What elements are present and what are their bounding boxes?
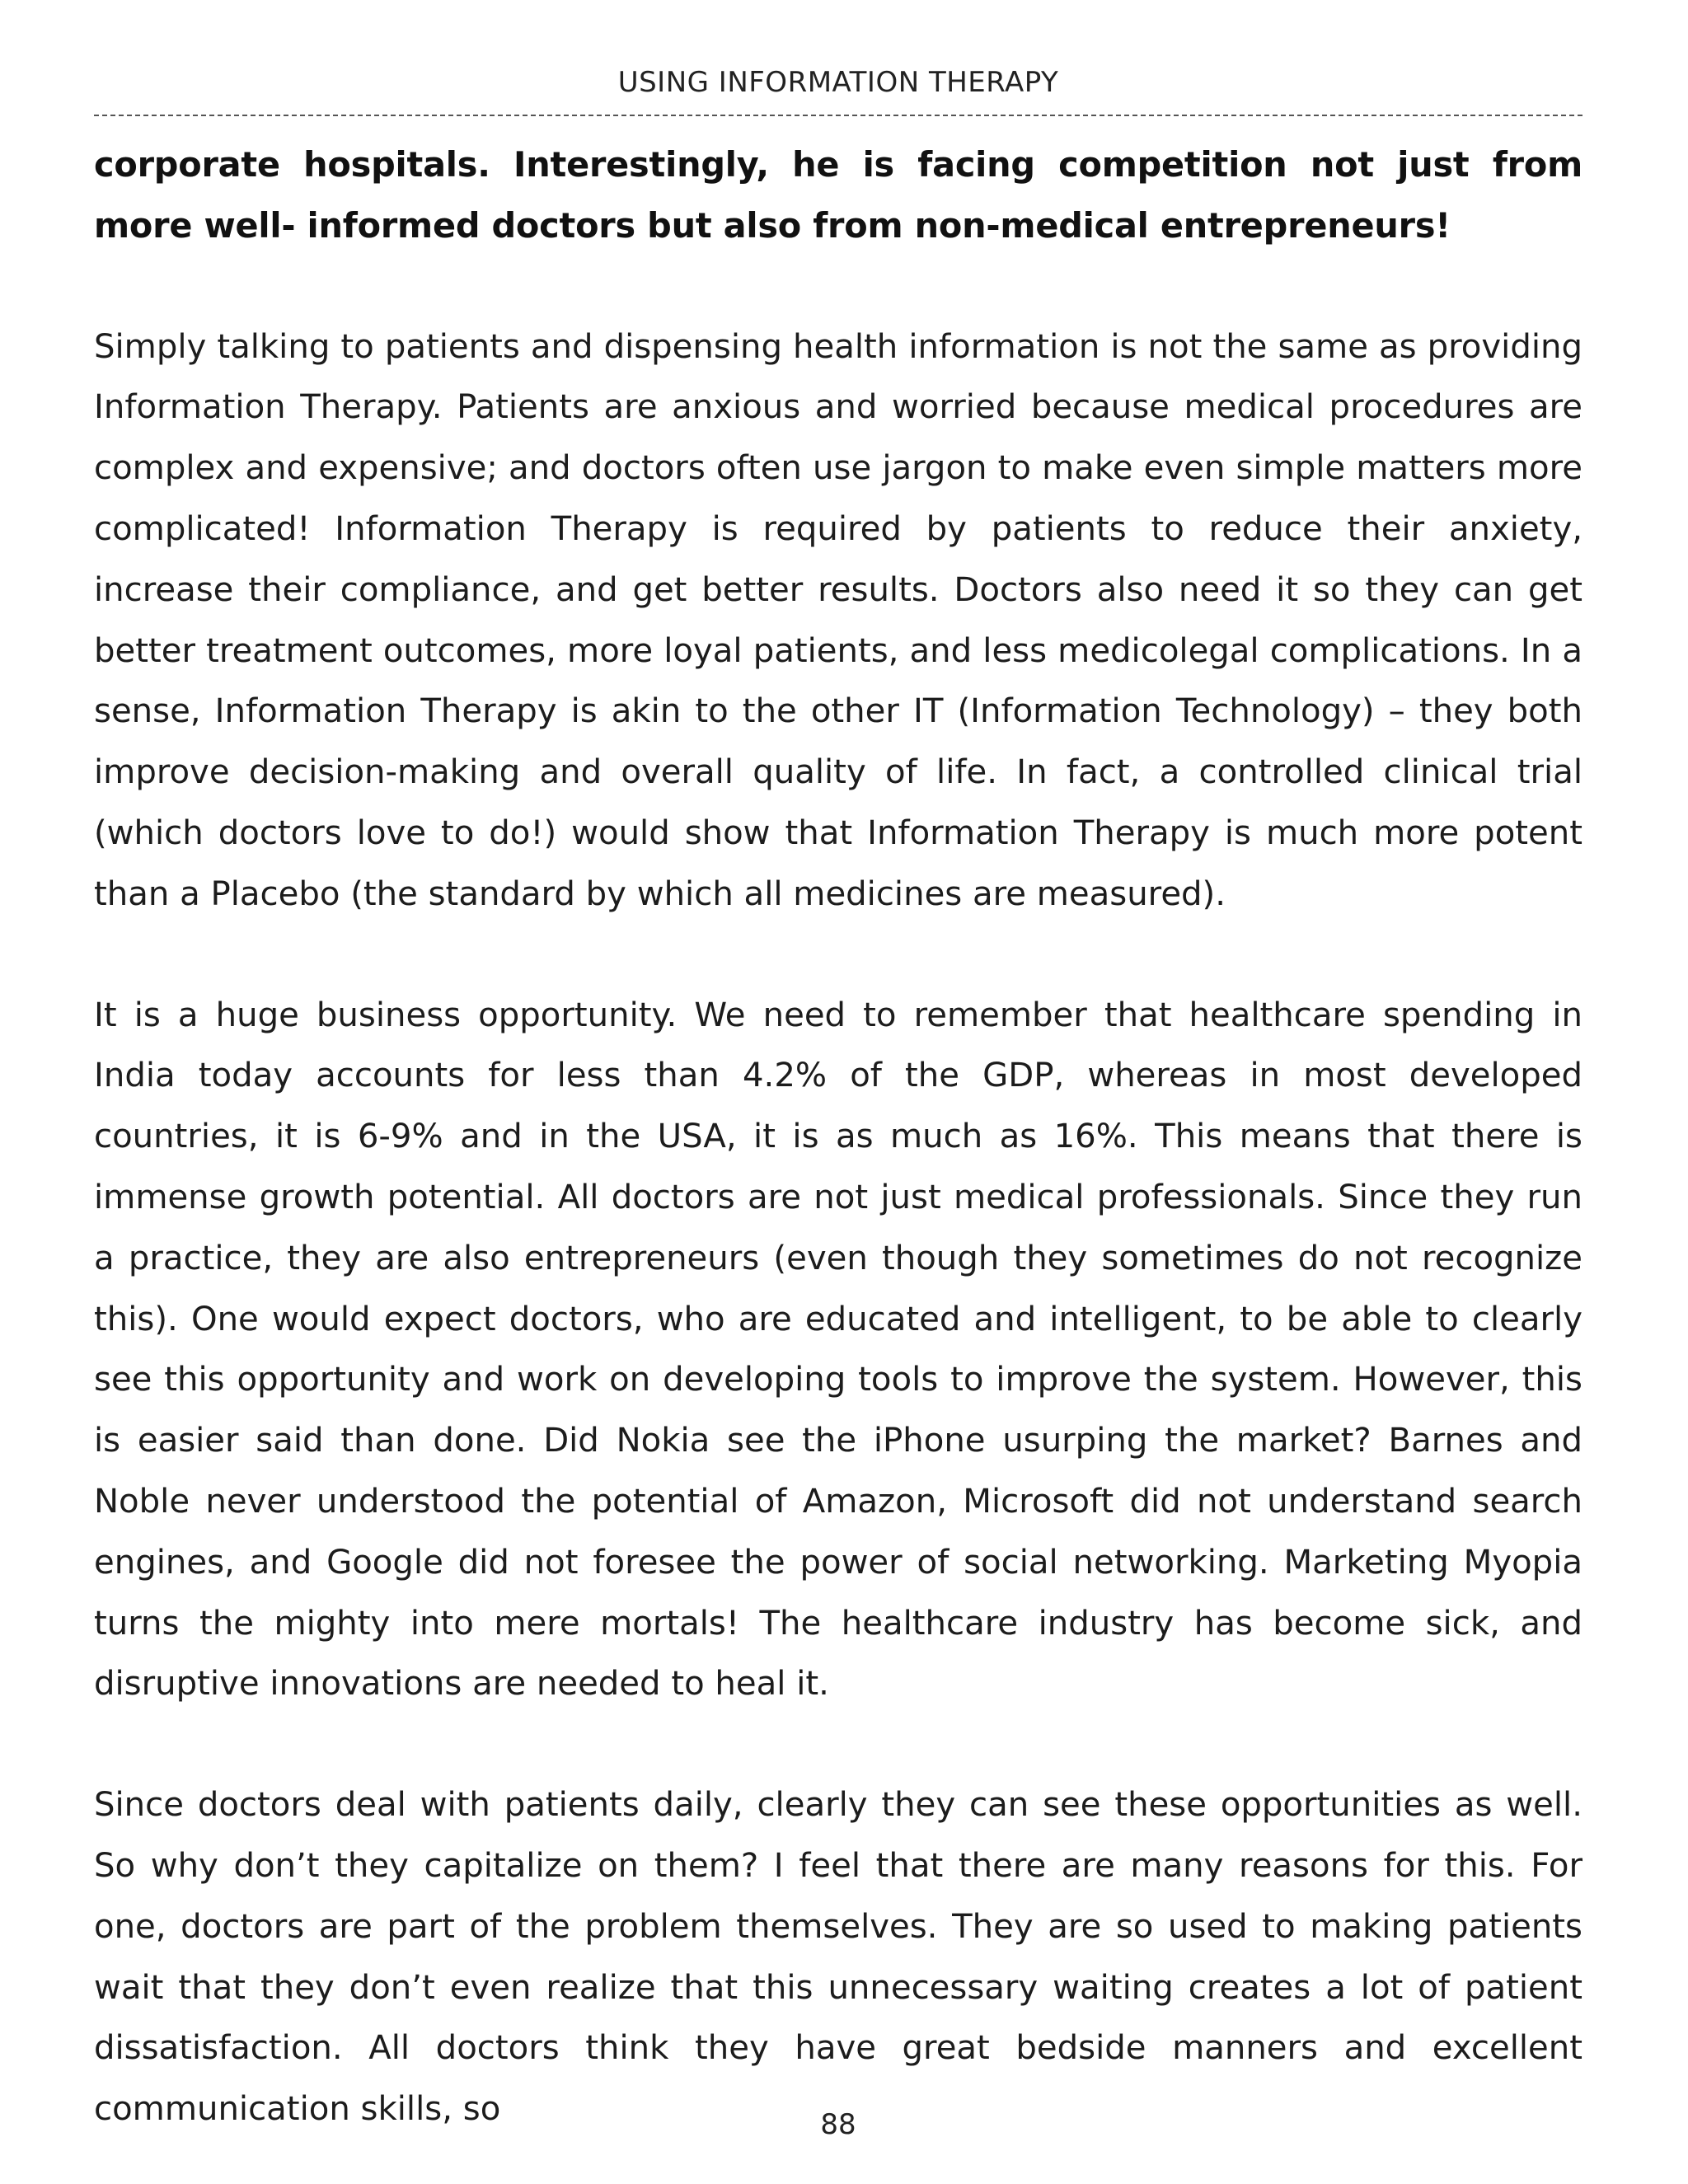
paragraph-information-therapy: Simply talking to patients and dispensing health information is not the same as providing Information Therapy. Patients are anxious and worried because medical procedures are complex and expensive; and doctors often use jargon to make even simple matters more complicated! Information Therapy is required by patients to reduce their anxiety, increase their compliance, and get better results. Doctors also need it so they can get better treatment outcomes, more loyal patients, and less medicolegal complications. In a sense, Information Therapy is akin to the other IT (Information Technology) – they both improve decision-making and overall quality of life. In fact, a controlled clinical trial (which doctors love to do!) would show that Information Therapy is much more potent than a Placebo (the standard by which all medicines are measured).: [94, 327, 1582, 913]
page-number: 88: [820, 2108, 856, 2141]
header-dashed-rule: [94, 115, 1582, 116]
paragraph-doctors-capitalize: Since doctors deal with patients daily, clearly they can see these opportunities as well. So why don’t they capitalize on them? I feel that there are many reasons for this. For one, doctors are part of the problem themselves. They are so used to making patients wait that they don’t even realize that this unnecessary waiting creates a lot of patient dissatisfaction. All doctors think they have great bedside manners and excellent communication skills, so: [94, 1786, 1582, 2129]
paragraph-continued-bold: corporate hospitals. Interestingly, he is facing competition not just from more well- informed doctors but also from non-medical entrepreneurs!: [94, 145, 1582, 246]
body-text: [94, 135, 1582, 2140]
paragraph-business-opportunity: It is a huge business opportunity. We need to remember that healthcare spending in India today accounts for less than 4.2% of the GDP, whereas in most developed countries, it is 6-9% and in the USA, it is as much as 16%. This means that there is immense growth potential. All doctors are not just medical professionals. Since they run a practice, they are also entrepreneurs (even though they sometimes do not recognize this). One would expect doctors, who are educated and intelligent, to be able to clearly see this opportunity and work on developing tools to improve the system. However, this is easier said than done. Did Nokia see the iPhone usurping the market? Barnes and Noble never understood the potential of Amazon, Microsoft did not understand search engines, and Google did not foresee the power of social networking. Marketing Myopia turns the mighty into mere mortals! The healthcare industry has become sick, and disruptive innovations are needed to heal it.: [94, 996, 1582, 1704]
running-header-title: USING INFORMATION THERAPY: [617, 66, 1059, 99]
